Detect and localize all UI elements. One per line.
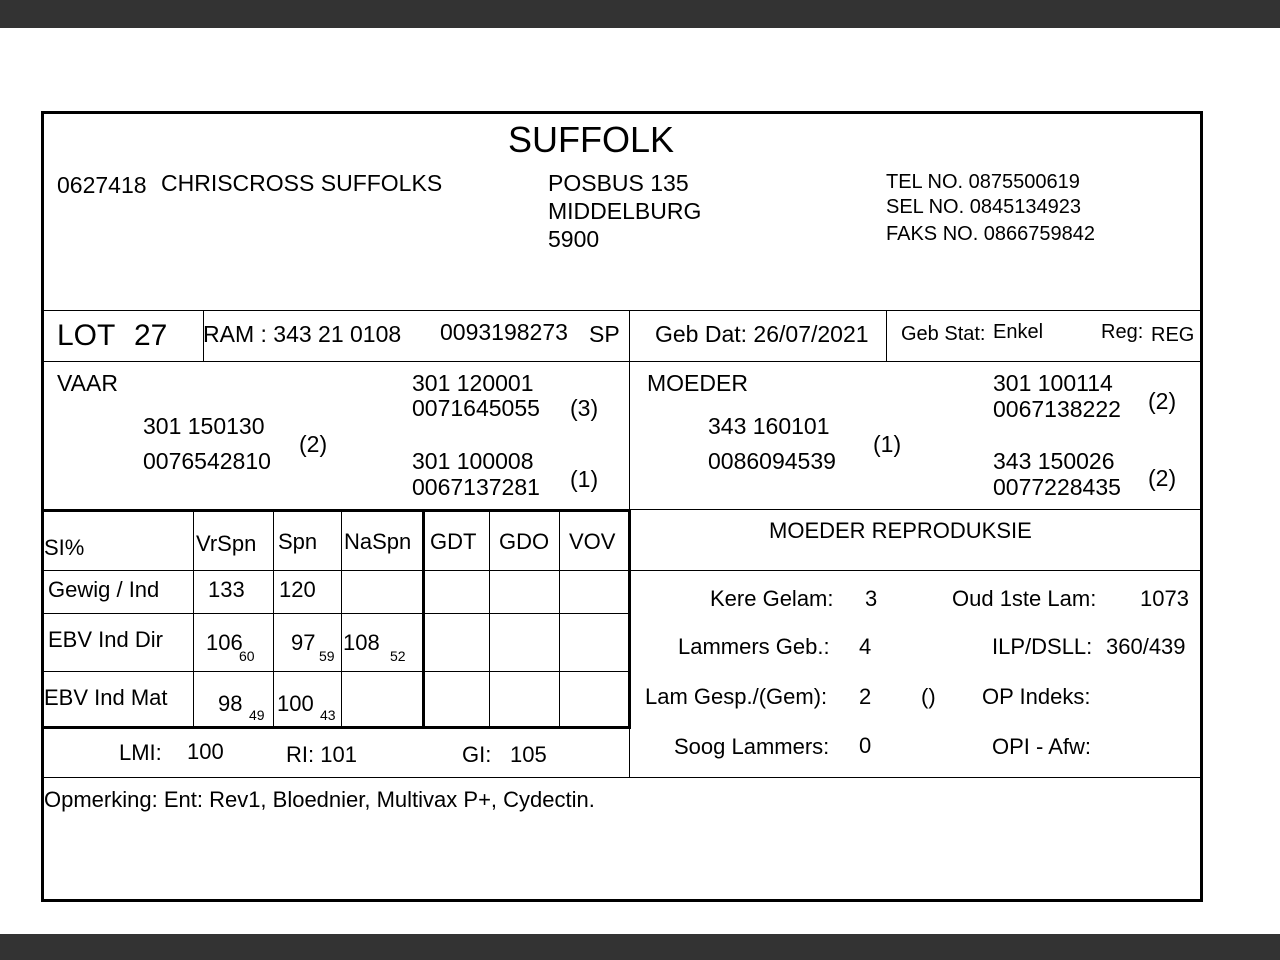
gi-label: GI: — [462, 742, 492, 767]
vov-header: VOV — [569, 529, 616, 554]
lammers-geb-label: Lammers Geb.: — [678, 634, 830, 659]
ilp-value: 360/439 — [1106, 634, 1186, 659]
lmi-value: 100 — [187, 739, 224, 764]
geb-stat-label: Geb Stat: — [901, 323, 986, 345]
tel-number: TEL NO. 0875500619 — [886, 171, 1080, 193]
breeder-number: 0627418 — [57, 172, 147, 198]
reg-label: Reg: — [1101, 321, 1144, 343]
sire-id: 301 150130 — [143, 413, 265, 439]
dam-number: 0086094539 — [708, 448, 836, 474]
gewig-label: Gewig / Ind — [48, 577, 160, 602]
address-line-2: MIDDELBURG — [548, 198, 702, 224]
dam-id: 343 160101 — [708, 413, 830, 439]
rule-si-col7 — [628, 509, 631, 728]
gdo-header: GDO — [499, 529, 550, 554]
breeder-name: CHRISCROSS SUFFOLKS — [161, 170, 443, 196]
geb-dat: Geb Dat: 26/07/2021 — [655, 321, 869, 347]
rule-remark-top — [41, 777, 1203, 778]
dam-dam-id: 343 150026 — [993, 448, 1115, 474]
dam-dam-number: 0077228435 — [993, 474, 1121, 500]
sire-sire-grade: (3) — [570, 395, 599, 421]
lot-label: LOT — [57, 319, 116, 352]
remark: Opmerking: Ent: Rev1, Bloednier, Multivax P+, Cydectin. — [44, 787, 595, 812]
faks-number: FAKS NO. 0866759842 — [886, 223, 1096, 245]
breed-title: SUFFOLK — [508, 119, 675, 160]
ebv-dir-naspn: 108 — [343, 630, 380, 655]
oud-lam-label: Oud 1ste Lam: — [952, 586, 1097, 611]
lot-number: 27 — [134, 319, 168, 352]
ri-value: RI: 101 — [286, 742, 357, 767]
rule-si-col4 — [422, 509, 425, 728]
kere-gelam-value: 3 — [865, 586, 878, 611]
gi-value: 105 — [510, 742, 547, 767]
rule-si-col2 — [273, 509, 274, 728]
rule-lot-top — [41, 310, 1203, 311]
soog-value: 0 — [859, 733, 872, 758]
ebv-mat-vrspn-sub: 49 — [249, 707, 265, 723]
op-indeks-label: OP Indeks: — [982, 684, 1091, 709]
border-left — [41, 111, 44, 902]
sire-dam-id: 301 100008 — [412, 448, 534, 474]
soog-label: Soog Lammers: — [674, 734, 830, 759]
lam-gesp-label: Lam Gesp./(Gem): — [645, 684, 828, 709]
ebv-mat-vrspn: 98 — [218, 691, 243, 716]
kere-gelam-label: Kere Gelam: — [710, 586, 834, 611]
ebv-mat-spn: 100 — [277, 691, 314, 716]
sire-grade: (2) — [299, 431, 328, 457]
dam-dam-grade: (2) — [1148, 465, 1177, 491]
rule-lot-bottom — [41, 361, 1203, 362]
dam-grade: (1) — [873, 431, 902, 457]
gewig-vrspn: 133 — [208, 577, 245, 602]
vaar-label: VAAR — [57, 370, 118, 396]
naspn-header: NaSpn — [344, 529, 412, 554]
sire-dam-number: 0067137281 — [412, 474, 540, 500]
oud-lam-value: 1073 — [1140, 586, 1189, 611]
dam-sire-number: 0067138222 — [993, 396, 1121, 422]
repro-title: MOEDER REPRODUKSIE — [769, 518, 1032, 543]
gewig-spn: 120 — [279, 577, 316, 602]
rule-si-top — [41, 509, 631, 512]
sel-number: SEL NO. 0845134923 — [886, 196, 1081, 218]
ilp-label: ILP/DSLL: — [992, 634, 1093, 659]
vrspn-header: VrSpn — [196, 531, 257, 556]
rule-si-row2 — [41, 671, 631, 672]
address-line-1: POSBUS 135 — [548, 170, 689, 196]
sire-sire-number: 0071645055 — [412, 395, 540, 421]
rule-si-col5 — [489, 509, 490, 728]
lmi-label: LMI: — [119, 740, 162, 765]
ebv-dir-label: EBV Ind Dir — [48, 627, 163, 652]
rule-repro-header — [630, 570, 1203, 571]
gdt-header: GDT — [430, 529, 477, 554]
ebv-dir-spn: 97 — [291, 630, 316, 655]
sire-number: 0076542810 — [143, 448, 271, 474]
rule-si-header — [41, 570, 631, 571]
rule-si-row1 — [41, 613, 631, 614]
opi-label: OPI - Afw: — [992, 734, 1092, 759]
moeder-label: MOEDER — [647, 370, 748, 396]
bottom-bar — [0, 934, 1280, 960]
sire-sire-id: 301 120001 — [412, 370, 534, 396]
rule-si-col6 — [559, 509, 560, 728]
border-right — [1200, 111, 1203, 902]
ebv-dir-naspn-sub: 52 — [390, 648, 406, 664]
ebv-mat-spn-sub: 43 — [320, 707, 336, 723]
rule-gebdat-divider — [886, 310, 887, 362]
reg-value: REG — [1151, 324, 1195, 346]
ram-id: RAM : 343 21 0108 — [203, 321, 402, 347]
geb-stat-value: Enkel — [993, 321, 1044, 343]
lam-gesp-gem: () — [921, 684, 936, 709]
lammers-geb-value: 4 — [859, 634, 872, 659]
ram-sp: SP — [589, 321, 620, 347]
top-bar — [0, 0, 1280, 28]
rule-si-col3 — [341, 509, 342, 728]
dam-sire-id: 301 100114 — [993, 370, 1113, 396]
ebv-dir-vrspn: 106 — [206, 630, 243, 655]
rule-si-col1 — [193, 509, 194, 728]
border-top — [41, 111, 1203, 114]
si-header: SI% — [44, 535, 85, 560]
sire-dam-grade: (1) — [570, 466, 599, 492]
dam-sire-grade: (2) — [1148, 388, 1177, 414]
ram-number: 0093198273 — [440, 319, 568, 345]
border-bottom — [41, 899, 1203, 902]
spn-header: Spn — [278, 529, 318, 554]
rule-repro-top — [630, 509, 1203, 510]
address-line-3: 5900 — [548, 226, 600, 252]
lot-card — [41, 111, 1203, 902]
lam-gesp-value: 2 — [859, 684, 872, 709]
ebv-mat-label: EBV Ind Mat — [44, 685, 168, 710]
ebv-dir-spn-sub: 59 — [319, 648, 335, 664]
ebv-dir-vrspn-sub: 60 — [239, 648, 255, 664]
rule-si-bottom — [41, 726, 631, 729]
